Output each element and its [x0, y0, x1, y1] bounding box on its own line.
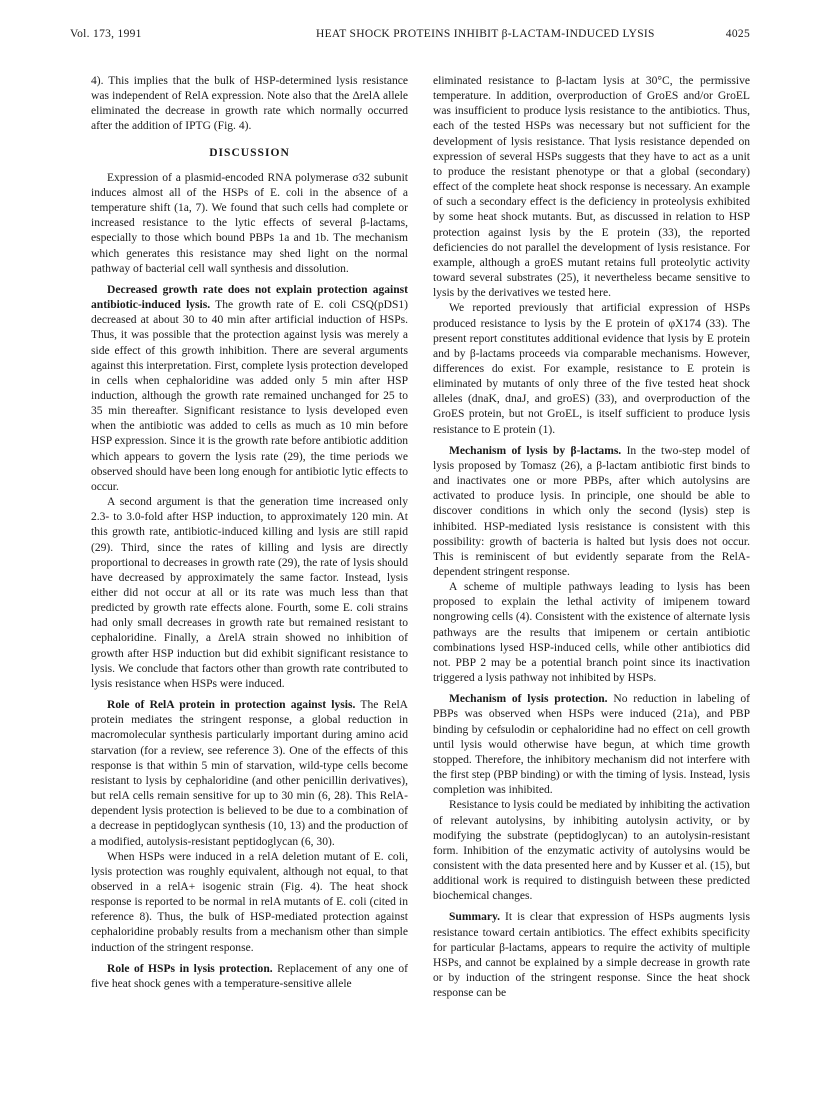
paragraph-e-protein: We reported previously that artificial expression of HSPs produced resistance to lysis by the E protein of φX174 (33). The present report constitutes additional evidence that lysis by E protein and by β-lactams proceeds via comparable mechanisms. However, differences do exist. For example, resistance to E protein is eliminated by mutants of only three of the five tested heat shock alleles (dnaK, dnaJ, and groES) (33), and overproduction of the GroES protein, but not GroEL, is itself sufficient to produce lysis resistance to E protein (1).: [433, 302, 750, 436]
paragraph-growth-rate: [91, 283, 408, 495]
paragraph-summary: [433, 910, 750, 1001]
paragraph-lysis-protection: [433, 692, 750, 798]
paragraph-continued-right: eliminated resistance to β-lactam lysis at 30°C, the permissive temperature. In addition, overproduction of GroES and/or GroEL was insufficient to produce lysis resistance to the antibiotics. Thus, each of the tested HSPs was necessary but not sufficient for the development of lysis resistance. That lysis resistance depended on expression of several HSPs suggests that they have to act as a unit to produce the resistant phenotype or that a global (secondary) effect of the complete heat shock response is necessary. An example of such a secondary effect is the deficiency in proteolysis exhibited by some heat shock mutants. But, as discussed in relation to HSP protection against lysis by the E protein (33), the reported deficiencies do not parallel the development of lysis resistance. For example, although a groES mutant retains full proteolytic activity toward several substrates (25), it nevertheless became sensitive to lysis by the derivatives we tested here.: [433, 75, 750, 300]
left-column: [91, 74, 408, 992]
paragraph-mechanism-lysis: [433, 444, 750, 580]
paragraph-hsp-role: [91, 962, 408, 992]
paragraph-hsp-role-body: Replacement of any one of five heat shock genes with a temperature-sensitive allele: [91, 962, 408, 990]
running-header: [70, 28, 750, 48]
subheading-mechanism-lysis: Mechanism of lysis by β-lactams.: [449, 444, 622, 457]
paragraph-growth-rate-body: The growth rate of E. coli CSQ(pDS1) decreased at about 30 to 40 min after artificial induction of HSPs. Thus, it was possible that the protection against lysis was merely a side effect of this growth inhibition. There are several arguments against this interpretation. First, complete lysis protection developed in cells when cephaloridine was added only 5 min after HSP induction, although the growth rate remained unchanged for 25 to 35 min thereafter. Significant resistance to lysis developed even when the antibiotic was added to cells as much as 10 min before HSP expression. Since it is the growth rate before antibiotic addition which appears to govern the lysis rate (29), the time periods we observed should have been long enough for antibiotic lytic effects to occur.: [91, 299, 408, 493]
paragraph-intro: Expression of a plasmid-encoded RNA polymerase σ32 subunit induces almost all of the HSPs of E. coli in the absence of a temperature shift (1a, 7). We found that such cells had complete or increased resistance to the lytic effects of several β-lactams, especially to those which bound PBPs 1a and 1b. The mechanism which generates this resistance may shed light on the normal pathway of bacterial cell wall synthesis and dissolution.: [91, 171, 408, 275]
paragraph-continued: 4). This implies that the bulk of HSP-determined lysis resistance was independent of RelA expression. Note also that the ΔrelA allele eliminated the decrease in growth rate which normally occurred after the addition of IPTG (Fig. 4).: [91, 75, 408, 133]
subheading-hsp-role: Role of HSPs in lysis protection.: [107, 962, 273, 975]
running-title: HEAT SHOCK PROTEINS INHIBIT β-LACTAM-INDUCED LYSIS: [316, 28, 655, 40]
paragraph-rela-deletion: When HSPs were induced in a relA deletion mutant of E. coli, lysis protection was roughly equivalent, although not equal, to that observed in a relA+ isogenic strain (Fig. 4). The heat shock response is reported to be normal in relA mutants of E. coli (cited in reference 8). Thus, the bulk of HSP-mediated protection against cephaloridine probably results from a mechanism other than simple induction of the stringent response.: [91, 850, 408, 954]
subheading-lysis-protection: Mechanism of lysis protection.: [449, 693, 608, 706]
journal-volume: Vol. 173, 1991: [70, 28, 142, 40]
paragraph-second-argument: A second argument is that the generation time increased only 2.3- to 3.0-fold after HSP induction, to approximately 120 min. At this growth rate, antibiotic-induced killing and lysis are still rapid (29). Third, since the rates of killing and lysis are directly proportional to decreases in growth rate (29), the rate of lysis should have decreased by approximately the same factor. Instead, lysis either did not occur at all or its rate was much less than that predicted by growth rate effects alone. Fourth, some E. coli strains had only small decreases in growth rate but remained resistant to cephaloridine. Finally, a ΔrelA strain showed no inhibition of growth after HSP induction but did exhibit significant resistance to lysis. We conclude that factors other than growth rate contributed to lysis resistance when HSPs were induced.: [91, 496, 408, 690]
subheading-growth-rate: Decreased growth rate does not explain protection against antibiotic-induced lysis.: [91, 283, 408, 312]
paragraph-rela-body: The RelA protein mediates the stringent response, a global reduction in macromolecular synthesis particularly important during amino acid starvation (for a review, see reference 3). One of the effects of this response is that within 5 min of starvation, wild-type cells become resistant to lysis by cephaloridine (and other penicillin derivatives), but relA cells remain sensitive for up to 30 min (6, 28). This RelA-dependent lysis protection is believed to be due to a combination of a decrease in peptidoglycan synthesis (10, 13) and the production of a modified, autolysis-resistant peptidoglycan (6, 30).: [91, 699, 409, 848]
paragraph-rela: [91, 698, 408, 850]
subheading-summary: Summary.: [449, 911, 501, 924]
page-number: 4025: [725, 28, 750, 40]
subheading-rela: Role of RelA protein in protection against lysis.: [107, 699, 356, 712]
paragraph-multiple-pathways: A scheme of multiple pathways leading to lysis has been proposed to explain the lethal activity of imipenem toward nongrowing cells (4). Consistent with the existence of alternate lysis pathways are the results that imipenem or certain antibiotic combinations lysed HSP-induced cells, while other antibiotics did not. PBP 2 may be a potential branch point since its inactivation triggered a lysis pathway not inhibited by HSPs.: [433, 581, 750, 685]
section-heading-discussion: DISCUSSION: [209, 146, 290, 159]
paragraph-mechanism-lysis-body: In the two-step model of lysis proposed by Tomasz (26), a β-lactam antibiotic first binds to and inactivates one or more PBPs, after which autolysins are activated to produce lysis. In principle, one should be able to discover conditions in which only the second (lysis) step is inhibited. HSP-mediated lysis resistance is consistent with this possibility: growth of bacteria is halted but lysis does not occur. This is reminiscent of but evidently separate from the RelA-dependent stringent response.: [433, 444, 751, 578]
paragraph-resistance: Resistance to lysis could be mediated by inhibiting the activation of relevant autolysins, by inhibiting autolysin activity, or by modifying the substrate (peptidoglycan) to an autolysin-resistant form. Inhibition of the enzymatic activity of autolysins would be consistent with the data presented here and by Kusser et al. (15), but additional work is required to distinguish between these predicted biochemical changes.: [433, 799, 750, 903]
paragraph-lysis-protection-body: No reduction in labeling of PBPs was observed when HSPs were induced (21a), and PBP binding by cefsulodin or cephaloridine had no effect on cell growth until lysis would otherwise have begun, at which time growth stopped. Therefore, the inhibitory mechanism did not interfere with the first step (PBP binding) or with the timing of lysis. Instead, lysis completion was inhibited.: [433, 693, 750, 797]
right-column: [433, 74, 750, 1001]
paragraph-summary-body: It is clear that expression of HSPs augments lysis resistance toward certain antibiotics. The effect exhibits specificity for particular β-lactams, appears to require the activity of multiple HSPs, and cannot be explained by a simple decrease in growth rate or by induction of the stringent response. Since the heat shock response can be: [433, 911, 750, 1000]
